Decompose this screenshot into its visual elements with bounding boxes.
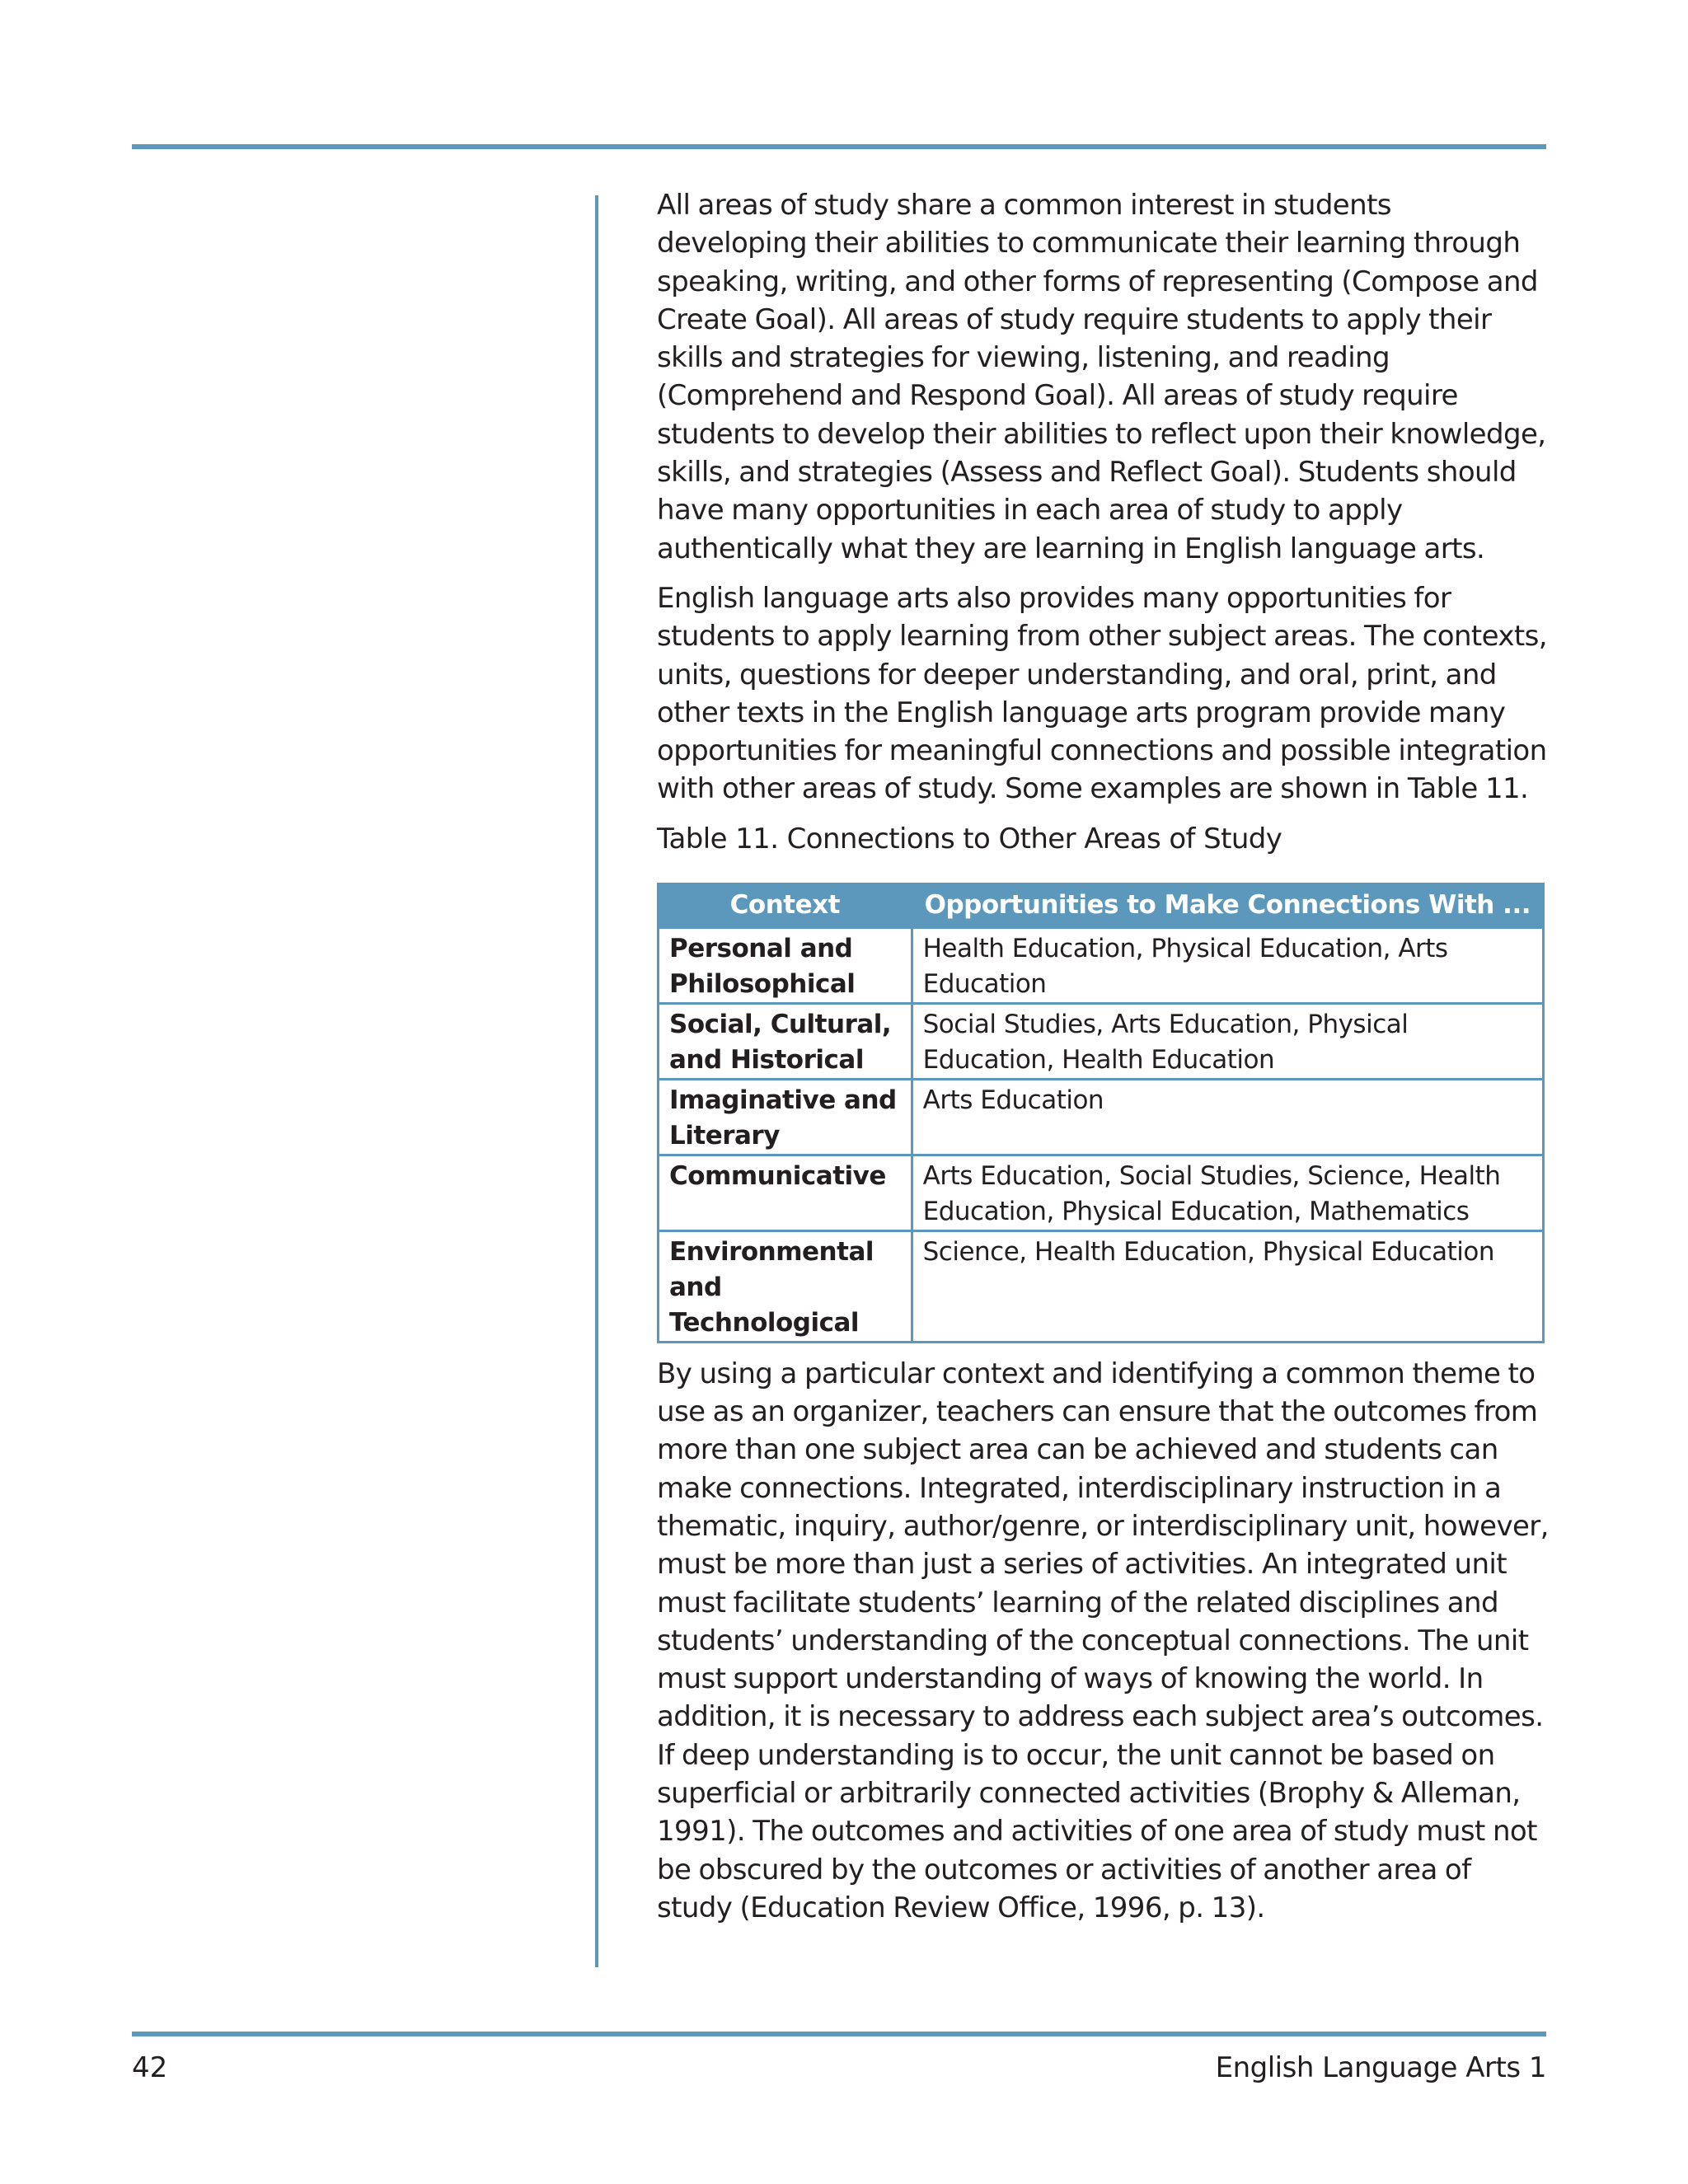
table-row [659,1230,1544,1342]
paragraph-common-interest: All areas of study share a common interest in students developing their abilities to communicate their learning through speaking, writing, and other forms of representing (Compose and Create Goal). All areas of study require students to apply their skills and strategies for viewing, listening, and reading (Comprehend and Respond Goal). All areas of study require students to develop their abilities to reflect upon their knowledge, skills, and strategies (Assess and Reflect Goal). Students should have many opportunities in each area of study to apply authentically what they are learning in English language arts. [657,189,1546,565]
context-cell: Social, Cultural, and Historical [659,1003,912,1079]
opportunities-cell: Science, Health Education, Physical Education [912,1230,1543,1342]
paragraph-other-subjects: English language arts also provides many opportunities for students to apply learning from other subject areas. The contexts, units, questions for deeper understanding, and oral, print, and other texts in the English language arts program provide many opportunities for meaningful connections and possible integration with other areas of study. Some examples are shown in Table 11. [657,581,1547,806]
context-cell: Environmental and Technological [659,1230,912,1342]
column-header-opportunities: Opportunities to Make Connections With ... [912,883,1543,927]
context-cell: Imaginative and Literary [659,1079,912,1155]
document-title: English Language Arts 1 [1215,2051,1546,2084]
context-cell: Personal and Philosophical [659,927,912,1003]
body-column [657,186,1549,1938]
opportunities-cell: Arts Education [912,1079,1543,1155]
paragraph-integrated-units: By using a particular context and identifying a common theme to use as an organizer, teachers can ensure that the outcomes from more than one subject area can be achieved and students can make connections. Integrated, interdisciplinary instruction in a thematic, inquiry, author/genre, or interdisciplinary unit, however, must be more than just a series of activities. An integrated unit must facilitate students’ learning of the related disciplines and students’ understanding of the conceptual connections. The unit must support understanding of ways of knowing the world. In addition, it is necessary to address each subject area’s outcomes. If deep understanding is to occur, the unit cannot be based on superficial or arbitrarily connected activities (Brophy & Alleman, 1991). The outcomes and activities of one area of study must not be obscured by the outcomes or activities of another area of study (Education Review Office, 1996, p. 13). [657,1357,1549,1924]
column-header-context: Context [659,883,912,927]
table-row [659,1003,1544,1079]
table-row [659,1155,1544,1230]
table-row [659,1079,1544,1155]
table-header-row [659,883,1544,927]
opportunities-cell: Health Education, Physical Education, Arts Education [912,927,1543,1003]
header-rule [132,144,1546,149]
table-row [659,927,1544,1003]
footer-rule [132,2032,1546,2036]
table-caption: Table 11. Connections to Other Areas of Study [657,822,1282,855]
opportunities-cell: Arts Education, Social Studies, Science, Health Education, Physical Education, Mathematics [912,1155,1543,1230]
margin-divider [595,195,598,1967]
opportunities-cell: Social Studies, Arts Education, Physical Education, Health Education [912,1003,1543,1079]
context-cell: Communicative [659,1155,912,1230]
connections-table [657,883,1545,1343]
page-number: 42 [132,2051,168,2084]
